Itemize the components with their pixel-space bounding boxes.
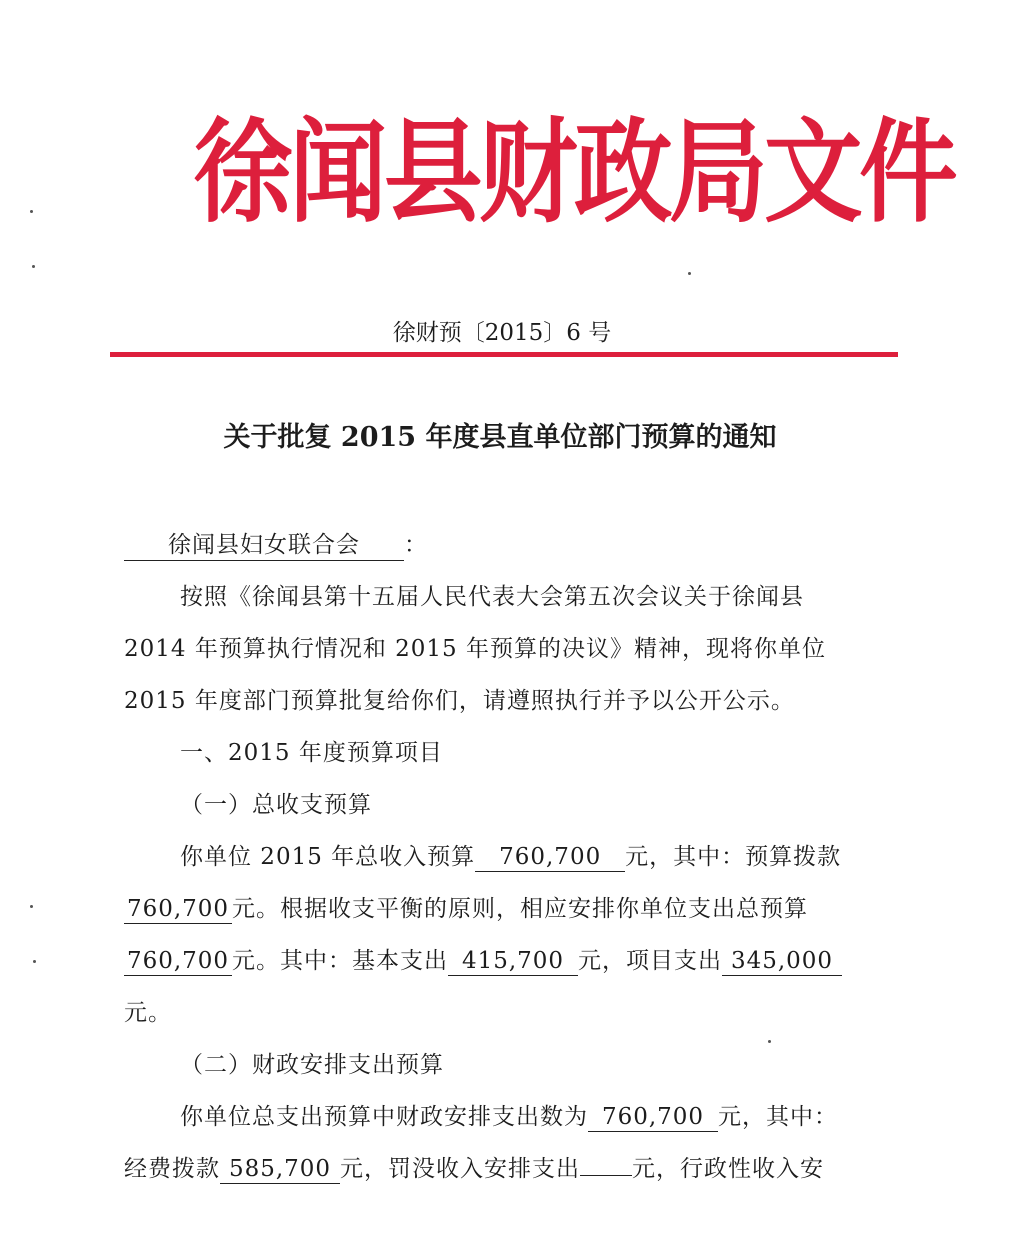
appropriation-value: 760,700 [124,895,232,924]
section-heading-1: 一、2015 年度预算项目 [180,740,443,766]
document-number: 徐财预〔2015〕6 号 [392,320,612,346]
total-budget-line-3 [124,942,884,976]
text: 元。其中：基本支出 [232,948,448,974]
scan-speck [768,1040,771,1043]
text: 你单位 2015 年总收入预算 [180,844,476,870]
text: 元，项目支出 [578,948,722,974]
addressee: 徐闻县妇女联合会 [124,530,404,561]
scan-speck [688,272,691,275]
total-budget-line-2 [124,890,884,924]
text: 元，行政性收入安 [632,1156,824,1182]
text: 元，罚没收入安排支出 [340,1156,580,1182]
intro-line-3: 2015 年度部门预算批复给你们，请遵照执行并予以公开公示。 [124,688,795,714]
scan-speck [30,905,33,908]
basic-expenditure-value: 415,700 [448,947,578,976]
total-budget-line-4: 元。 [124,1000,172,1026]
subsection-heading-1: （一）总收支预算 [180,792,372,818]
notice-title: 关于批复 2015 年度县直单位部门预算的通知 [223,422,777,453]
scan-speck [32,265,35,268]
penalty-income-value [580,1175,632,1176]
document-masthead: 徐闻县财政局文件 [193,108,955,238]
project-expenditure-value: 345,000 [722,947,842,976]
intro-line-2: 2014 年预算执行情况和 2015 年预算的决议》精神，现将你单位 [124,636,826,662]
text: 你单位总支出预算中财政安排支出数为 [180,1104,588,1130]
fiscal-line-1 [180,1098,940,1132]
addressee-line [124,526,884,561]
fiscal-line-2 [124,1150,884,1184]
income-total-value: 760,700 [475,843,625,872]
funding-value: 585,700 [220,1155,340,1184]
fiscal-total-value: 760,700 [588,1103,718,1132]
total-budget-line-1 [180,838,940,872]
text: 元。根据收支平衡的原则，相应安排你单位支出总预算 [232,896,808,922]
addressee-colon: ： [404,532,428,558]
text: 元，其中：预算拨款 [625,844,842,870]
subsection-heading-2: （二）财政安排支出预算 [180,1052,444,1078]
text: 元，其中： [718,1104,838,1130]
scan-speck [30,210,33,213]
expenditure-total-value: 760,700 [124,947,232,976]
text: 经费拨款 [124,1156,220,1182]
scan-speck [33,960,36,963]
red-divider-line [110,352,898,357]
intro-line-1: 按照《徐闻县第十五届人民代表大会第五次会议关于徐闻县 [180,584,804,610]
